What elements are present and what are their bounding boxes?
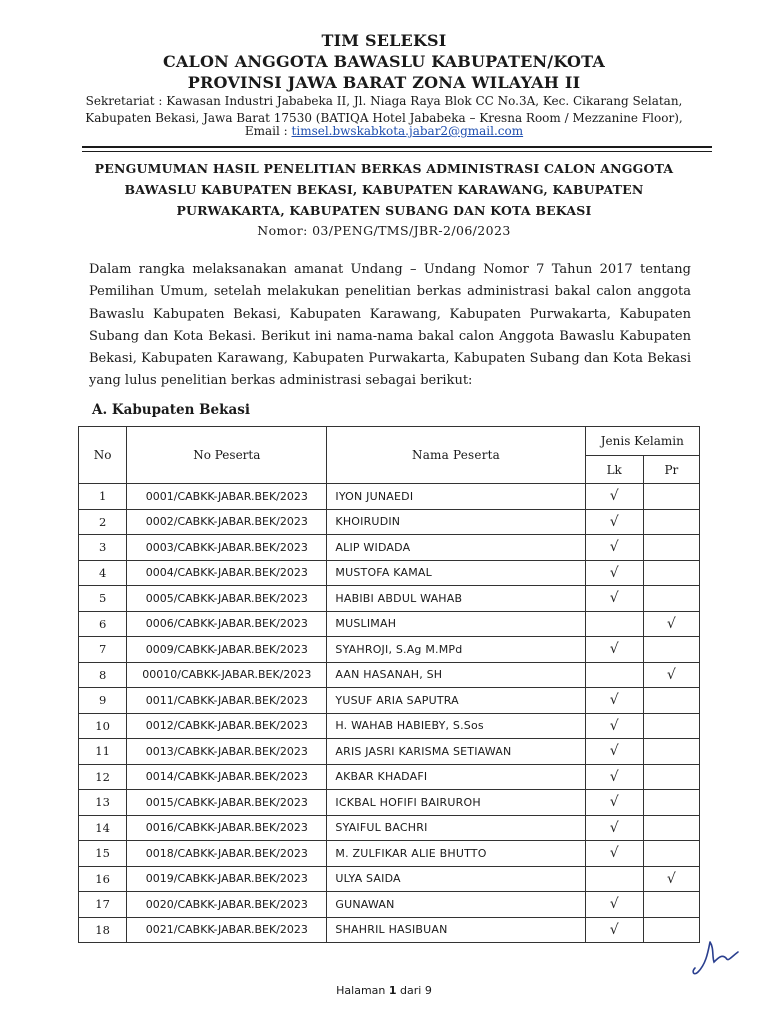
table-row [79,917,700,943]
gender-lk-mark [585,611,643,637]
table-row [79,535,700,561]
gender-pr-mark [643,586,699,612]
row-number: 12 [79,764,127,790]
participant-id: 0004/CABKK-JABAR.BEK/2023 [127,560,327,586]
gender-pr-mark [643,841,699,867]
table-row [79,892,700,918]
gender-pr-mark [643,790,699,816]
address-line-1: Sekretariat : Kawasan Industri Jababeka II, Jl. Niaga Raya Blok CC No.3A, Kec. Cikarang Selatan, [85,94,683,108]
org-region: PROVINSI JAWA BARAT ZONA WILAYAH II [187,73,581,92]
participants-table [78,426,700,943]
gender-lk-mark: √ [585,917,643,943]
gender-pr-mark [643,739,699,765]
announcement-body: Dalam rangka melaksanakan amanat Undang – Undang Nomor 7 Tahun 2017 tentang Pemilihan Umum, setelah melakukan penelitian berkas administrasi bakal calon anggota Bawaslu Kabupaten Bekasi, Kabupaten Karawang, Kabupaten Purwakarta, Kabupaten Subang dan Kota Bekasi. Berikut ini nama-nama bakal calon Anggota Bawaslu Kabupaten Bekasi, Kabupaten Karawang, Kabupaten Purwakarta, Kabupaten Subang dan Kota Bekasi yang lulus penelitian berkas administrasi sebagai berikut: [89,262,691,389]
participant-name: SHAHRIL HASIBUAN [327,917,585,943]
gender-lk-mark: √ [585,764,643,790]
gender-lk-mark [585,662,643,688]
table-row [79,484,700,510]
section-title: A. Kabupaten Bekasi [92,402,250,418]
gender-pr-mark: √ [643,662,699,688]
participant-id: 0011/CABKK-JABAR.BEK/2023 [127,688,327,714]
announcement-title-line-3: PURWAKARTA, KABUPATEN SUBANG DAN KOTA BEKASI [176,203,592,218]
table-row [79,866,700,892]
col-header-peserta: No Peserta [127,427,327,484]
gender-lk-mark: √ [585,535,643,561]
header-divider-thick [82,146,712,148]
gender-lk-mark: √ [585,892,643,918]
row-number: 2 [79,509,127,535]
table-row [79,509,700,535]
participant-id: 0015/CABKK-JABAR.BEK/2023 [127,790,327,816]
participant-id: 00010/CABKK-JABAR.BEK/2023 [127,662,327,688]
header-divider-thin [82,151,712,152]
col-header-lk: Lk [585,456,643,484]
participant-name: KHOIRUDIN [327,509,585,535]
participant-name: HABIBI ABDUL WAHAB [327,586,585,612]
page-footer [0,984,768,997]
participant-id: 0019/CABKK-JABAR.BEK/2023 [127,866,327,892]
row-number: 11 [79,739,127,765]
participant-name: ALIP WIDADA [327,535,585,561]
gender-lk-mark: √ [585,841,643,867]
participant-id: 0002/CABKK-JABAR.BEK/2023 [127,509,327,535]
table-row [79,662,700,688]
table-row [79,637,700,663]
participant-name: AAN HASANAH, SH [327,662,585,688]
participant-name: ARIS JASRI KARISMA SETIAWAN [327,739,585,765]
participant-id: 0018/CABKK-JABAR.BEK/2023 [127,841,327,867]
gender-pr-mark [643,815,699,841]
table-row [79,815,700,841]
row-number: 7 [79,637,127,663]
gender-pr-mark [643,560,699,586]
footer-current-page: 1 [388,984,397,997]
row-number: 16 [79,866,127,892]
gender-pr-mark [643,713,699,739]
table-row [79,586,700,612]
table-body [79,484,700,943]
announcement-title-line-1: PENGUMUMAN HASIL PENELITIAN BERKAS ADMINISTRASI CALON ANGGOTA [94,161,674,176]
gender-lk-mark: √ [585,509,643,535]
gender-pr-mark [643,509,699,535]
participant-name: ULYA SAIDA [327,866,585,892]
participant-name: IYON JUNAEDI [327,484,585,510]
table-row [79,611,700,637]
participant-name: AKBAR KHADAFI [327,764,585,790]
participant-name: MUSLIMAH [327,611,585,637]
gender-pr-mark [643,484,699,510]
participant-id: 0001/CABKK-JABAR.BEK/2023 [127,484,327,510]
row-number: 13 [79,790,127,816]
gender-lk-mark: √ [585,637,643,663]
org-subtitle: CALON ANGGOTA BAWASLU KABUPATEN/KOTA [163,52,605,71]
footer-prefix: Halaman [336,984,389,997]
gender-pr-mark [643,637,699,663]
participant-id: 0003/CABKK-JABAR.BEK/2023 [127,535,327,561]
row-number: 8 [79,662,127,688]
footer-middle: dari [396,984,425,997]
participant-name: ICKBAL HOFIFI BAIRUROH [327,790,585,816]
org-title: TIM SELEKSI [321,31,447,50]
table-row [79,560,700,586]
row-number: 5 [79,586,127,612]
participant-id: 0009/CABKK-JABAR.BEK/2023 [127,637,327,663]
gender-lk-mark: √ [585,713,643,739]
email-link[interactable]: timsel.bwskabkota.jabar2@gmail.com [291,124,524,138]
participant-id: 0016/CABKK-JABAR.BEK/2023 [127,815,327,841]
row-number: 6 [79,611,127,637]
participant-id: 0006/CABKK-JABAR.BEK/2023 [127,611,327,637]
signature-initials [688,938,744,978]
participant-name: M. ZULFIKAR ALIE BHUTTO [327,841,585,867]
participant-name: GUNAWAN [327,892,585,918]
col-header-no: No [79,427,127,484]
participant-id: 0012/CABKK-JABAR.BEK/2023 [127,713,327,739]
participant-id: 0014/CABKK-JABAR.BEK/2023 [127,764,327,790]
gender-lk-mark: √ [585,815,643,841]
col-header-gender: Jenis Kelamin [585,427,699,456]
gender-lk-mark: √ [585,688,643,714]
table-row [79,739,700,765]
address-line-2: Kabupaten Bekasi, Jawa Barat 17530 (BATIQA Hotel Jababeka – Kresna Room / Mezzanine Floor), [85,111,683,125]
table-row [79,790,700,816]
participant-id: 0020/CABKK-JABAR.BEK/2023 [127,892,327,918]
participant-name: SYAHROJI, S.Ag M.MPd [327,637,585,663]
table-row [79,713,700,739]
participant-id: 0021/CABKK-JABAR.BEK/2023 [127,917,327,943]
col-header-nama: Nama Peserta [327,427,585,484]
row-number: 4 [79,560,127,586]
col-header-pr: Pr [643,456,699,484]
participant-name: H. WAHAB HABIEBY, S.Sos [327,713,585,739]
gender-lk-mark: √ [585,790,643,816]
participant-id: 0013/CABKK-JABAR.BEK/2023 [127,739,327,765]
gender-pr-mark [643,688,699,714]
table-row [79,841,700,867]
table-row [79,688,700,714]
footer-total-pages: 9 [424,984,432,997]
email-label: Email : [244,124,292,138]
gender-pr-mark [643,535,699,561]
gender-pr-mark [643,892,699,918]
row-number: 15 [79,841,127,867]
participant-name: SYAIFUL BACHRI [327,815,585,841]
gender-lk-mark: √ [585,484,643,510]
announcement-number: Nomor: 03/PENG/TMS/JBR-2/06/2023 [257,223,511,238]
email-line [0,123,768,140]
gender-lk-mark: √ [585,586,643,612]
row-number: 3 [79,535,127,561]
gender-pr-mark: √ [643,611,699,637]
row-number: 14 [79,815,127,841]
participant-name: YUSUF ARIA SAPUTRA [327,688,585,714]
gender-pr-mark [643,764,699,790]
participant-id: 0005/CABKK-JABAR.BEK/2023 [127,586,327,612]
row-number: 18 [79,917,127,943]
gender-pr-mark: √ [643,866,699,892]
gender-lk-mark: √ [585,739,643,765]
participant-name: MUSTOFA KAMAL [327,560,585,586]
table-row [79,764,700,790]
row-number: 17 [79,892,127,918]
announcement-title-line-2: BAWASLU KABUPATEN BEKASI, KABUPATEN KARAWANG, KABUPATEN [124,182,644,197]
gender-lk-mark [585,866,643,892]
gender-lk-mark: √ [585,560,643,586]
row-number: 10 [79,713,127,739]
row-number: 1 [79,484,127,510]
row-number: 9 [79,688,127,714]
